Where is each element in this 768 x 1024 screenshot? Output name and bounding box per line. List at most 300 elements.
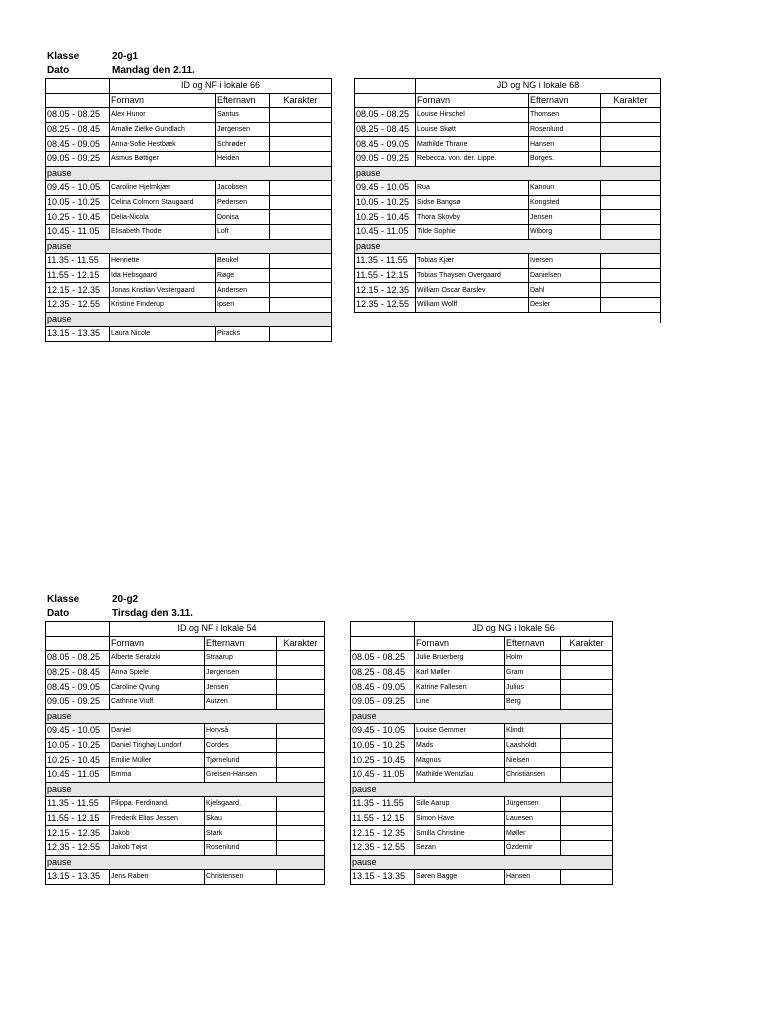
first-name: Laura Nicole	[110, 327, 216, 342]
table-title-row	[351, 622, 613, 637]
table-title: ID og NF i lokale 54	[110, 622, 325, 637]
pause-label: pause	[351, 709, 613, 724]
grade-cell[interactable]	[561, 753, 613, 768]
first-name: Louise Gemmer	[415, 724, 505, 739]
grade-cell[interactable]	[270, 254, 332, 269]
grade-cell[interactable]	[561, 680, 613, 695]
table-row	[351, 826, 613, 841]
first-name: Anna-Sofie Hestbæk	[110, 137, 216, 152]
grade-cell[interactable]	[277, 797, 325, 812]
time-slot: 10.05 - 10.25	[351, 738, 415, 753]
first-name: Tilde Sophie	[416, 224, 529, 239]
grade-cell[interactable]	[270, 283, 332, 298]
time-slot: 08.45 - 09.05	[351, 680, 415, 695]
stray-border-line	[660, 309, 661, 323]
time-slot: 08.25 - 08.45	[355, 122, 416, 137]
last-name: Andersen	[216, 283, 270, 298]
table-row	[355, 108, 661, 123]
last-name: Straarup	[205, 651, 277, 666]
table-row	[46, 151, 332, 166]
table-title: ID og NF i lokale 66	[110, 79, 332, 94]
grade-cell[interactable]	[270, 151, 332, 166]
last-name: Schrøder	[216, 137, 270, 152]
table-row	[46, 826, 325, 841]
time-slot: 08.25 - 08.45	[46, 665, 110, 680]
last-name: Lauesen	[505, 811, 561, 826]
time-slot: 12.35 - 12.55	[355, 297, 416, 312]
last-name: Laasholdt	[505, 738, 561, 753]
column-header-efternavn: Efternavn	[529, 93, 601, 108]
table-row	[46, 694, 325, 709]
table-row	[355, 254, 661, 269]
grade-cell[interactable]	[270, 122, 332, 137]
pause-row	[46, 855, 325, 870]
table-row	[46, 651, 325, 666]
empty-cell	[46, 93, 110, 108]
time-slot: 08.45 - 09.05	[46, 137, 110, 152]
first-name: Jakob	[110, 826, 205, 841]
table-row	[355, 151, 661, 166]
time-slot: 12.15 - 12.35	[351, 826, 415, 841]
first-name: Jonas Kristian Vestergaard	[110, 283, 216, 298]
first-name: Anna Spiele	[110, 665, 205, 680]
grade-cell[interactable]	[561, 651, 613, 666]
pause-label: pause	[355, 166, 661, 181]
first-name: Jens Raben	[110, 870, 205, 885]
grade-cell[interactable]	[277, 826, 325, 841]
table-row	[355, 268, 661, 283]
first-name: Frederik Elias Jessen	[110, 811, 205, 826]
pause-row	[46, 239, 332, 254]
grade-cell[interactable]	[561, 694, 613, 709]
column-header-fornavn: Fornavn	[415, 636, 505, 651]
grade-cell[interactable]	[561, 724, 613, 739]
table-row	[46, 195, 332, 210]
last-name: Berg	[505, 694, 561, 709]
pause-label: pause	[46, 166, 332, 181]
first-name: William Wolff	[416, 297, 529, 312]
table-title-row	[355, 79, 661, 94]
time-slot: 08.45 - 09.05	[46, 680, 110, 695]
pause-row	[351, 782, 613, 797]
column-header-row	[46, 636, 325, 651]
last-name: Stark	[205, 826, 277, 841]
table-row	[351, 665, 613, 680]
table-title: JD og NG i lokale 68	[416, 79, 661, 94]
grade-cell[interactable]	[601, 268, 661, 283]
first-name: Kristine Finderup	[110, 297, 216, 312]
grade-cell[interactable]	[601, 122, 661, 137]
table-row	[355, 195, 661, 210]
table-row	[46, 797, 325, 812]
grade-cell[interactable]	[277, 665, 325, 680]
first-name: Line	[415, 694, 505, 709]
table-row	[46, 738, 325, 753]
time-slot: 08.05 - 08.25	[355, 108, 416, 123]
time-slot: 10.05 - 10.25	[46, 738, 110, 753]
grade-cell[interactable]	[561, 870, 613, 885]
time-slot: 08.05 - 08.25	[46, 651, 110, 666]
pause-label: pause	[46, 312, 332, 327]
grade-cell[interactable]	[601, 195, 661, 210]
table-row	[351, 767, 613, 782]
time-slot: 09.45 - 10.05	[46, 181, 110, 196]
first-name: Ida Hebsgaard	[110, 268, 216, 283]
table-row	[46, 767, 325, 782]
time-slot: 10.25 - 10.45	[46, 753, 110, 768]
first-name: Filippa. Ferdinand.	[110, 797, 205, 812]
time-slot: 11.55 - 12.15	[46, 268, 110, 283]
grade-cell[interactable]	[277, 811, 325, 826]
time-slot: 11.55 - 12.15	[46, 811, 110, 826]
table-row	[355, 210, 661, 225]
first-name: Tobias Kjær	[416, 254, 529, 269]
table-title-row	[46, 622, 325, 637]
grade-cell[interactable]	[601, 283, 661, 298]
last-name: Autzen	[205, 694, 277, 709]
first-name: Cathrine Viuff	[110, 694, 205, 709]
table-row	[46, 254, 332, 269]
table-row	[355, 181, 661, 196]
column-header-efternavn: Efternavn	[216, 93, 270, 108]
empty-cell	[46, 79, 110, 94]
empty-cell	[355, 79, 416, 94]
dato-label: Dato	[47, 608, 70, 619]
schedule-table-g1-lokale-68	[354, 78, 661, 313]
last-name: Klindt	[505, 724, 561, 739]
empty-cell	[351, 622, 415, 637]
first-name: Katrine Fallesen	[415, 680, 505, 695]
last-name: Özdemir	[505, 840, 561, 855]
first-name: Celina Colmorn Staugaard	[110, 195, 216, 210]
grade-cell[interactable]	[601, 108, 661, 123]
grade-cell[interactable]	[601, 254, 661, 269]
time-slot: 12.15 - 12.35	[46, 283, 110, 298]
table-row	[351, 753, 613, 768]
table-row	[46, 811, 325, 826]
time-slot: 09.05 - 09.25	[355, 151, 416, 166]
table-row	[351, 840, 613, 855]
first-name: Amalie Zielke Gundlach	[110, 122, 216, 137]
last-name: Christensen	[205, 870, 277, 885]
grade-cell[interactable]	[601, 181, 661, 196]
time-slot: 10.25 - 10.45	[355, 210, 416, 225]
time-slot: 10.25 - 10.45	[46, 210, 110, 225]
klasse-label: Klasse	[47, 51, 80, 62]
first-name: Simon Have	[415, 811, 505, 826]
last-name: Iversen	[529, 254, 601, 269]
time-slot: 09.05 - 09.25	[351, 694, 415, 709]
table-row	[351, 870, 613, 885]
dato-value: Mandag den 2.11.	[112, 65, 195, 76]
grade-cell[interactable]	[277, 767, 325, 782]
empty-cell	[46, 636, 110, 651]
time-slot: 08.05 - 08.25	[351, 651, 415, 666]
table-row	[355, 137, 661, 152]
time-slot: 12.15 - 12.35	[46, 826, 110, 841]
pause-label: pause	[46, 855, 325, 870]
time-slot: 11.35 - 11.55	[46, 797, 110, 812]
table-row	[46, 753, 325, 768]
grade-cell[interactable]	[277, 724, 325, 739]
grade-cell[interactable]	[277, 680, 325, 695]
last-name: Borges.	[529, 151, 601, 166]
first-name: Sezan	[415, 840, 505, 855]
last-name: Pedersen	[216, 195, 270, 210]
last-name: Loft	[216, 224, 270, 239]
schedule-table-g2-lokale-54	[45, 621, 325, 885]
grade-cell[interactable]	[270, 137, 332, 152]
first-name: Louise Skøtt	[416, 122, 529, 137]
first-name: Sille Aarup	[415, 797, 505, 812]
grade-cell[interactable]	[270, 210, 332, 225]
first-name: Caroline Hjelmkjær	[110, 181, 216, 196]
time-slot: 11.55 - 12.15	[351, 811, 415, 826]
first-name: Tobias Thaysen Overgaard	[416, 268, 529, 283]
pause-label: pause	[46, 239, 332, 254]
last-name: Holm	[505, 651, 561, 666]
time-slot: 12.35 - 12.55	[46, 840, 110, 855]
grade-cell[interactable]	[601, 151, 661, 166]
table-row	[46, 840, 325, 855]
grade-cell[interactable]	[561, 811, 613, 826]
last-name: Santus	[216, 108, 270, 123]
pause-row	[355, 166, 661, 181]
table-title: JD og NG i lokale 56	[415, 622, 613, 637]
last-name: Christiansen	[505, 767, 561, 782]
table-row	[46, 283, 332, 298]
time-slot: 12.35 - 12.55	[46, 297, 110, 312]
pause-label: pause	[46, 709, 325, 724]
first-name: Asmus Bøttiger	[110, 151, 216, 166]
last-name: Beukel	[216, 254, 270, 269]
last-name: Rosenlund	[205, 840, 277, 855]
first-name: William Oscar Barslev	[416, 283, 529, 298]
last-name: Thomsen	[529, 108, 601, 123]
time-slot: 11.35 - 11.55	[46, 254, 110, 269]
column-header-row	[46, 93, 332, 108]
grade-cell[interactable]	[270, 108, 332, 123]
first-name: Mads	[415, 738, 505, 753]
grade-cell[interactable]	[561, 826, 613, 841]
klasse-value: 20-g1	[112, 51, 139, 62]
table-row	[46, 665, 325, 680]
table-row	[355, 297, 661, 312]
klasse-label: Klasse	[47, 594, 80, 605]
first-name: Smilla Christine	[415, 826, 505, 841]
time-slot: 09.45 - 10.05	[355, 181, 416, 196]
pause-row	[46, 166, 332, 181]
last-name: Greisen-Hansen	[205, 767, 277, 782]
grade-cell[interactable]	[277, 651, 325, 666]
time-slot: 08.45 - 09.05	[355, 137, 416, 152]
time-slot: 08.25 - 08.45	[351, 665, 415, 680]
table-title-row	[46, 79, 332, 94]
dato-value: Tirsdag den 3.11.	[112, 608, 193, 619]
time-slot: 09.05 - 09.25	[46, 151, 110, 166]
pause-row	[46, 312, 332, 327]
first-name: Mathilde Wentzlau	[415, 767, 505, 782]
time-slot: 09.45 - 10.05	[46, 724, 110, 739]
block2-header	[47, 593, 247, 621]
first-name: Thora Skovby	[416, 210, 529, 225]
pause-row	[355, 239, 661, 254]
grade-cell[interactable]	[277, 753, 325, 768]
pause-label: pause	[355, 239, 661, 254]
time-slot: 10.45 - 11.05	[351, 767, 415, 782]
first-name: Alex Hunor	[110, 108, 216, 123]
first-name: Daniel Tinghøj Lundorf	[110, 738, 205, 753]
time-slot: 10.05 - 10.25	[355, 195, 416, 210]
grade-cell[interactable]	[277, 840, 325, 855]
last-name: Møller	[505, 826, 561, 841]
last-name: Danielsen	[529, 268, 601, 283]
first-name: Henriette	[110, 254, 216, 269]
last-name: Jensen	[205, 680, 277, 695]
time-slot: 10.45 - 11.05	[355, 224, 416, 239]
last-name: Kanoun	[529, 181, 601, 196]
grade-cell[interactable]	[270, 327, 332, 342]
grade-cell[interactable]	[561, 767, 613, 782]
table-row	[46, 680, 325, 695]
first-name: Mathilde Thrane	[416, 137, 529, 152]
empty-cell	[46, 622, 110, 637]
grade-cell[interactable]	[601, 224, 661, 239]
time-slot: 10.45 - 11.05	[46, 224, 110, 239]
table-row	[351, 811, 613, 826]
last-name: Nielsen	[505, 753, 561, 768]
last-name: Ipsen	[216, 297, 270, 312]
time-slot: 12.35 - 12.55	[351, 840, 415, 855]
pause-label: pause	[351, 855, 613, 870]
last-name: Wiborg	[529, 224, 601, 239]
time-slot: 11.55 - 12.15	[355, 268, 416, 283]
table-row	[351, 738, 613, 753]
grade-cell[interactable]	[561, 665, 613, 680]
column-header-karakter: Karakter	[277, 636, 325, 651]
grade-cell[interactable]	[277, 738, 325, 753]
first-name: Delia-Nicola	[110, 210, 216, 225]
first-name: Sidse Bangsø	[416, 195, 529, 210]
grade-cell[interactable]	[277, 870, 325, 885]
grade-cell[interactable]	[601, 137, 661, 152]
pause-row	[46, 782, 325, 797]
table-row	[46, 268, 332, 283]
pause-label: pause	[351, 782, 613, 797]
last-name: Kjelsgaard.	[205, 797, 277, 812]
time-slot: 10.25 - 10.45	[351, 753, 415, 768]
column-header-row	[351, 636, 613, 651]
pause-row	[351, 855, 613, 870]
empty-cell	[355, 93, 416, 108]
last-name: Jacobsen	[216, 181, 270, 196]
table-row	[46, 181, 332, 196]
table-row	[351, 797, 613, 812]
last-name: Hansen	[529, 137, 601, 152]
pause-row	[46, 709, 325, 724]
schedule-table-g2-lokale-56	[350, 621, 613, 885]
last-name: Jensen	[529, 210, 601, 225]
grade-cell[interactable]	[561, 738, 613, 753]
time-slot: 11.35 - 11.55	[355, 254, 416, 269]
table-row	[46, 122, 332, 137]
last-name: Tjørnelund	[205, 753, 277, 768]
last-name: Dahl	[529, 283, 601, 298]
table-row	[351, 651, 613, 666]
last-name: Desler	[529, 297, 601, 312]
table-row	[46, 870, 325, 885]
table-row	[355, 122, 661, 137]
block1-header	[47, 50, 247, 78]
first-name: Louise Hirschel	[416, 108, 529, 123]
last-name: Cordes	[205, 738, 277, 753]
grade-cell[interactable]	[277, 694, 325, 709]
table-row	[46, 327, 332, 342]
last-name: Røge	[216, 268, 270, 283]
grade-cell[interactable]	[561, 797, 613, 812]
first-name: Karl Møller	[415, 665, 505, 680]
table-row	[351, 724, 613, 739]
last-name: Jørgensen	[216, 122, 270, 137]
klasse-value: 20-g2	[112, 594, 139, 605]
table-row	[46, 297, 332, 312]
table-row	[351, 680, 613, 695]
first-name: Rua	[416, 181, 529, 196]
table-row	[46, 210, 332, 225]
first-name: Emilie Müller	[110, 753, 205, 768]
first-name: Rebecca. von. der. Lippe.	[416, 151, 529, 166]
pause-label: pause	[46, 782, 325, 797]
empty-cell	[351, 636, 415, 651]
last-name: Heiden	[216, 151, 270, 166]
first-name: Elisabeth Thode	[110, 224, 216, 239]
grade-cell[interactable]	[601, 297, 661, 312]
time-slot: 10.45 - 11.05	[46, 767, 110, 782]
first-name: Magnus	[415, 753, 505, 768]
last-name: Kongsted	[529, 195, 601, 210]
column-header-efternavn: Efternavn	[505, 636, 561, 651]
column-header-efternavn: Efternavn	[205, 636, 277, 651]
grade-cell[interactable]	[270, 224, 332, 239]
first-name: Søren Bagge	[415, 870, 505, 885]
last-name: Julius	[505, 680, 561, 695]
time-slot: 13.15 - 13.35	[351, 870, 415, 885]
column-header-fornavn: Fornavn	[110, 636, 205, 651]
pause-row	[351, 709, 613, 724]
table-row	[46, 724, 325, 739]
grade-cell[interactable]	[270, 297, 332, 312]
first-name: Caroline Qvung	[110, 680, 205, 695]
table-row	[355, 224, 661, 239]
grade-cell[interactable]	[270, 181, 332, 196]
table-row	[46, 108, 332, 123]
column-header-row	[355, 93, 661, 108]
grade-cell[interactable]	[270, 195, 332, 210]
time-slot: 10.05 - 10.25	[46, 195, 110, 210]
last-name: Jørgensen	[205, 665, 277, 680]
column-header-karakter: Karakter	[561, 636, 613, 651]
time-slot: 13.15 - 13.35	[46, 870, 110, 885]
first-name: Julie Bruerberg	[415, 651, 505, 666]
grade-cell[interactable]	[561, 840, 613, 855]
grade-cell[interactable]	[270, 268, 332, 283]
column-header-karakter: Karakter	[601, 93, 661, 108]
first-name: Jakob Tøjst	[110, 840, 205, 855]
time-slot: 08.25 - 08.45	[46, 122, 110, 137]
time-slot: 09.45 - 10.05	[351, 724, 415, 739]
grade-cell[interactable]	[601, 210, 661, 225]
column-header-fornavn: Fornavn	[110, 93, 216, 108]
